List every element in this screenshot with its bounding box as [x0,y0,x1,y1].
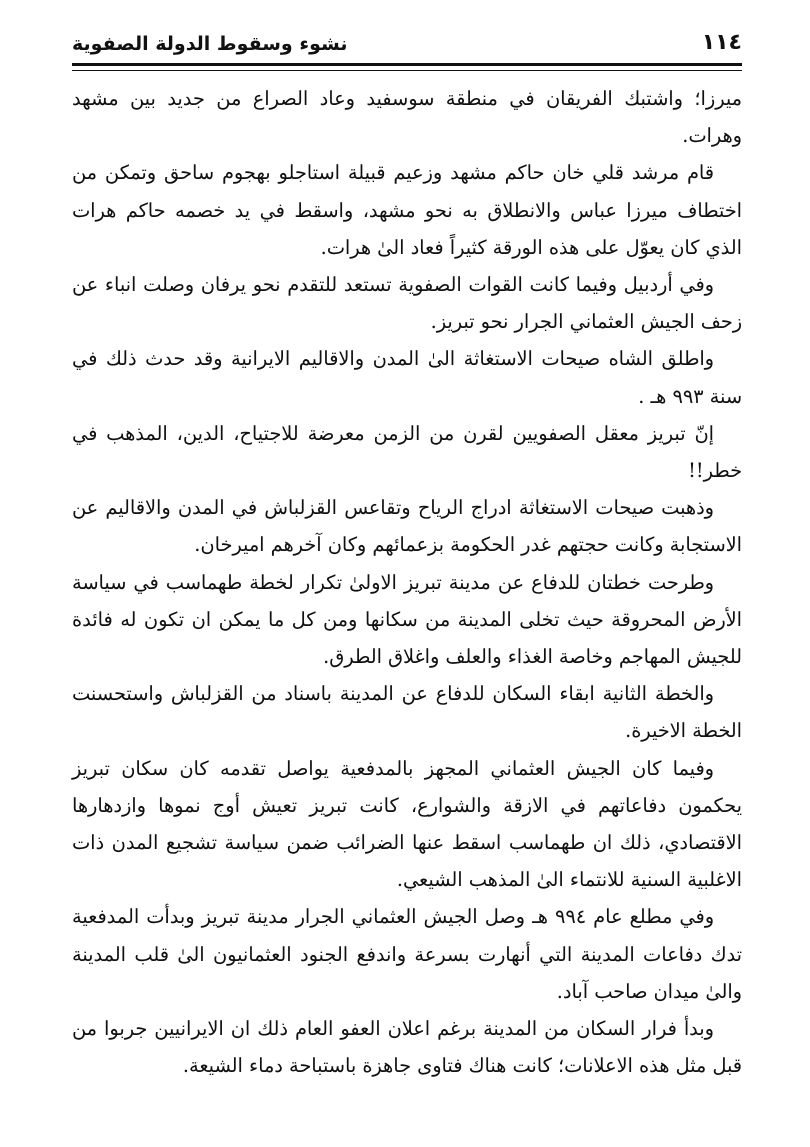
paragraph: وبدأ فرار السكان من المدينة برغم اعلان العفو العام ذلك ان الايرانيين جربوا من قبل مثل هذه الاعلانات؛ كانت هناك فتاوى جاهزة باستباحة دماء الشيعة. [72,1017,742,1078]
running-title: نشوء وسقوط الدولة الصفوية [72,33,348,55]
header-rule-thin [72,70,742,71]
paragraph: وطرحت خطتان للدفاع عن مدينة تبريز الاولىٰ تكرار لخطة طهماسب في سياسة الأرض المحروقة حيث تخلى المدينة من سكانها ومن كل ما يمكن ان تكون له فائدة للجيش المهاجم وخاصة الغذاء والعلف واغلاق الطرق. [72,570,742,669]
paragraph: ميرزا؛ واشتبك الفريقان في منطقة سوسفيد وعاد الصراع من جديد بين مشهد وهرات. [72,87,742,148]
paragraph: وذهبت صيحات الاستغاثة ادراج الرياح وتقاعس القزلباش في المدن والاقاليم عن الاستجابة وكانت حجتهم غدر الحكومة بزعمائهم وكان آخرهم اميرخان. [72,496,742,557]
paragraph: واطلق الشاه صيحات الاستغاثة الىٰ المدن والاقاليم الايرانية وقد حدث ذلك في سنة ٩٩٣ هـ . [72,347,742,408]
paragraph: وفيما كان الجيش العثماني المجهز بالمدفعية يواصل تقدمه كان سكان تبريز يحكمون دفاعاتهم في الازقة والشوارع، كانت تبريز تعيش أوج نموها وازدهارها الاقتصادي، ذلك ان طهماسب اسقط عنها الضرائب ضمن سياسة تشجيع المدن ذات الاغلبية السنية للانتماء الىٰ المذهب الشيعي. [72,756,742,892]
page-header [72,28,742,62]
body-text [72,80,742,1084]
page-number: ١١٤ [701,30,742,55]
paragraph: وفي مطلع عام ٩٩٤ هـ وصل الجيش العثماني الجرار مدينة تبريز وبدأت المدفعية تدك دفاعات المدينة التي أنهارت بسرعة واندفع الجنود العثمانيون الىٰ قلب المدينة والىٰ ميدان صاحب آباد. [72,905,742,1003]
paragraph: قام مرشد قلي خان حاكم مشهد وزعيم قبيلة استاجلو بهجوم ساحق وتمكن من اختطاف ميرزا عباس والانطلاق به نحو مشهد، واسقط في يد خصمه حاكم هرات الذي كان يعوّل على هذه الورقة كثيراً فعاد الىٰ هرات. [72,161,742,259]
paragraph: إنّ تبريز معقل الصفويين لقرن من الزمن معرضة للاجتياح، الدين، المذهب في خطر!! [72,421,742,483]
paragraph: والخطة الثانية ابقاء السكان للدفاع عن المدينة باسناد من القزلباش واستحسنت الخطة الاخيرة. [72,682,742,743]
header-rule-thick [72,63,742,66]
paragraph: وفي أردبيل وفيما كانت القوات الصفوية تستعد للتقدم نحو يرفان وصلت انباء عن زحف الجيش العثماني الجرار نحو تبريز. [72,273,742,334]
